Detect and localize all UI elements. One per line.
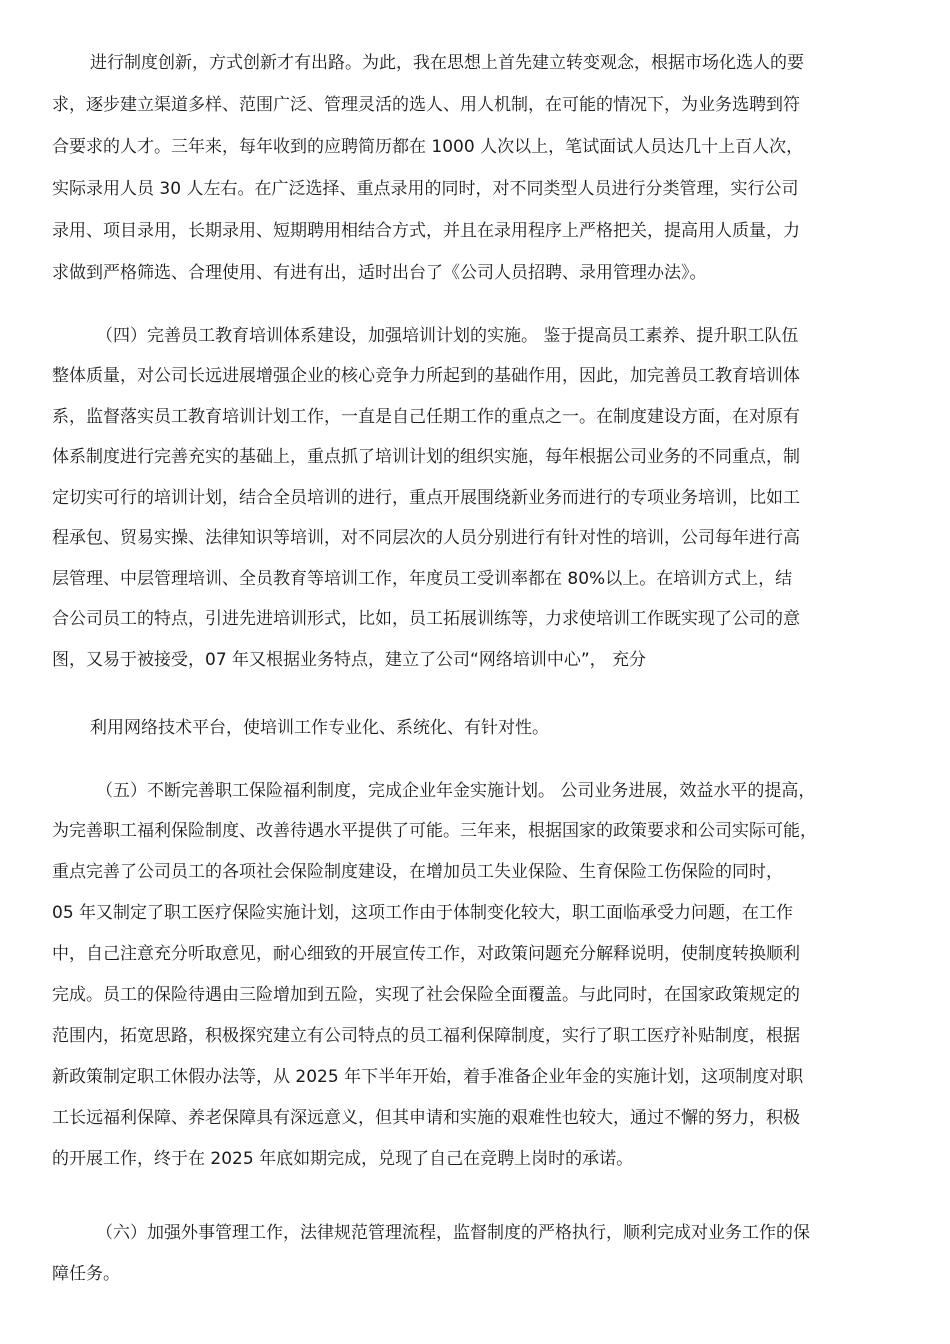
text-line: 整体质量，对公司长远进展增强企业的核心竞争力所起到的基础作用，因此，加完善员工教育培训体 [52,366,800,386]
text-line: 录用、项目录用，长期录用、短期聘用相结合方式，并且在录用程序上严格把关，提高用人质量，力 [52,221,800,241]
section-heading-5: （五）不断完善职工保险福利制度，完成企业年金实施计划。 公司业务进展，效益水平的提高， [96,781,816,801]
text-line: 新政策制定职工休假办法等，从 2025 年下半年开始，着手准备企业年金的实施计划，这项制度对职 [52,1067,804,1087]
text-line: 系，监督落实员工教育培训计划工作，一直是自己任期工作的重点之一。在制度建设方面，在对原有 [52,407,800,427]
text-line: 合公司员工的特点，引进先进培训形式，比如，员工拓展训练等，力求使培训工作既实现了公司的意 [52,609,800,629]
text-line: 完成。员工的保险待遇由三险增加到五险，实现了社会保险全面覆盖。与此同时，在国家政策规定的 [52,985,800,1005]
text-line: 的开展工作，终于在 2025 年底如期完成，兑现了自己在竞聘上岗时的承诺。 [52,1149,634,1169]
text-line: 障任务。 [52,1264,120,1284]
text-line: 中，自己注意充分听取意见，耐心细致的开展宣传工作，对政策问题充分解释说明，使制度转换顺利 [52,944,800,964]
text-line: 体系制度进行完善充实的基础上，重点抓了培训计划的组织实施，每年根据公司业务的不同重点，制 [52,447,800,467]
text-line: 图，又易于被接受，07 年又根据业务特点，建立了公司“网络培训中心”， 充分 [52,650,647,670]
text-line: 进行制度创新，方式创新才有出路。为此，我在思想上首先建立转变观念，根据市场化选人的要 [90,53,804,73]
text-line: 重点完善了公司员工的各项社会保险制度建设，在增加员工失业保险、生育保险工伤保险的同时， [52,862,783,882]
text-line: 程承包、贸易实操、法律知识等培训，对不同层次的人员分别进行有针对性的培训，公司每年进行高 [52,528,800,548]
text-line: 求做到严格筛选、合理使用、有进有出，适时出台了《公司人员招聘、录用管理办法》。 [52,263,707,283]
text-line: 层管理、中层管理培训、全员教育等培训工作，年度员工受训率都在 80%以上。在培训方式上，结 [52,569,793,589]
section-heading-4: （四）完善员工教育培训体系建设，加强培训计划的实施。 鉴于提高员工素养、提升职工队伍 [96,326,799,346]
text-line: 合要求的人才。三年来，每年收到的应聘简历都在 1000 人次以上，笔试面试人员达几十上百人次， [52,137,804,157]
text-line: 范围内，拓宽思路，积极探究建立有公司特点的员工福利保障制度，实行了职工医疗补贴制度，根据 [52,1026,800,1046]
text-line: 05 年又制定了职工医疗保险实施计划，这项工作由于体制变化较大，职工面临承受力问题，在工作 [52,903,794,923]
section-heading-6: （六）加强外事管理工作，法律规范管理流程，监督制度的严格执行，顺利完成对业务工作的保 [96,1223,810,1243]
text-line: 定切实可行的培训计划，结合全员培训的进行，重点开展围绕新业务而进行的专项业务培训，比如工 [52,488,800,508]
text-line: 工长远福利保障、养老保障具有深远意义，但其申请和实施的艰难性也较大，通过不懈的努力，积极 [52,1108,800,1128]
text-line: 实际录用人员 30 人左右。在广泛选择、重点录用的同时，对不同类型人员进行分类管理，实行公司 [52,179,799,199]
text-line: 为完善职工福利保险制度、改善待遇水平提供了可能。三年来，根据国家的政策要求和公司实际可能， [52,821,817,841]
text-line: 求，逐步建立渠道多样、范围广泛、管理灵活的选人、用人机制，在可能的情况下，为业务选聘到符 [52,95,800,115]
text-line: 利用网络技术平台，使培训工作专业化、系统化、有针对性。 [90,718,549,738]
